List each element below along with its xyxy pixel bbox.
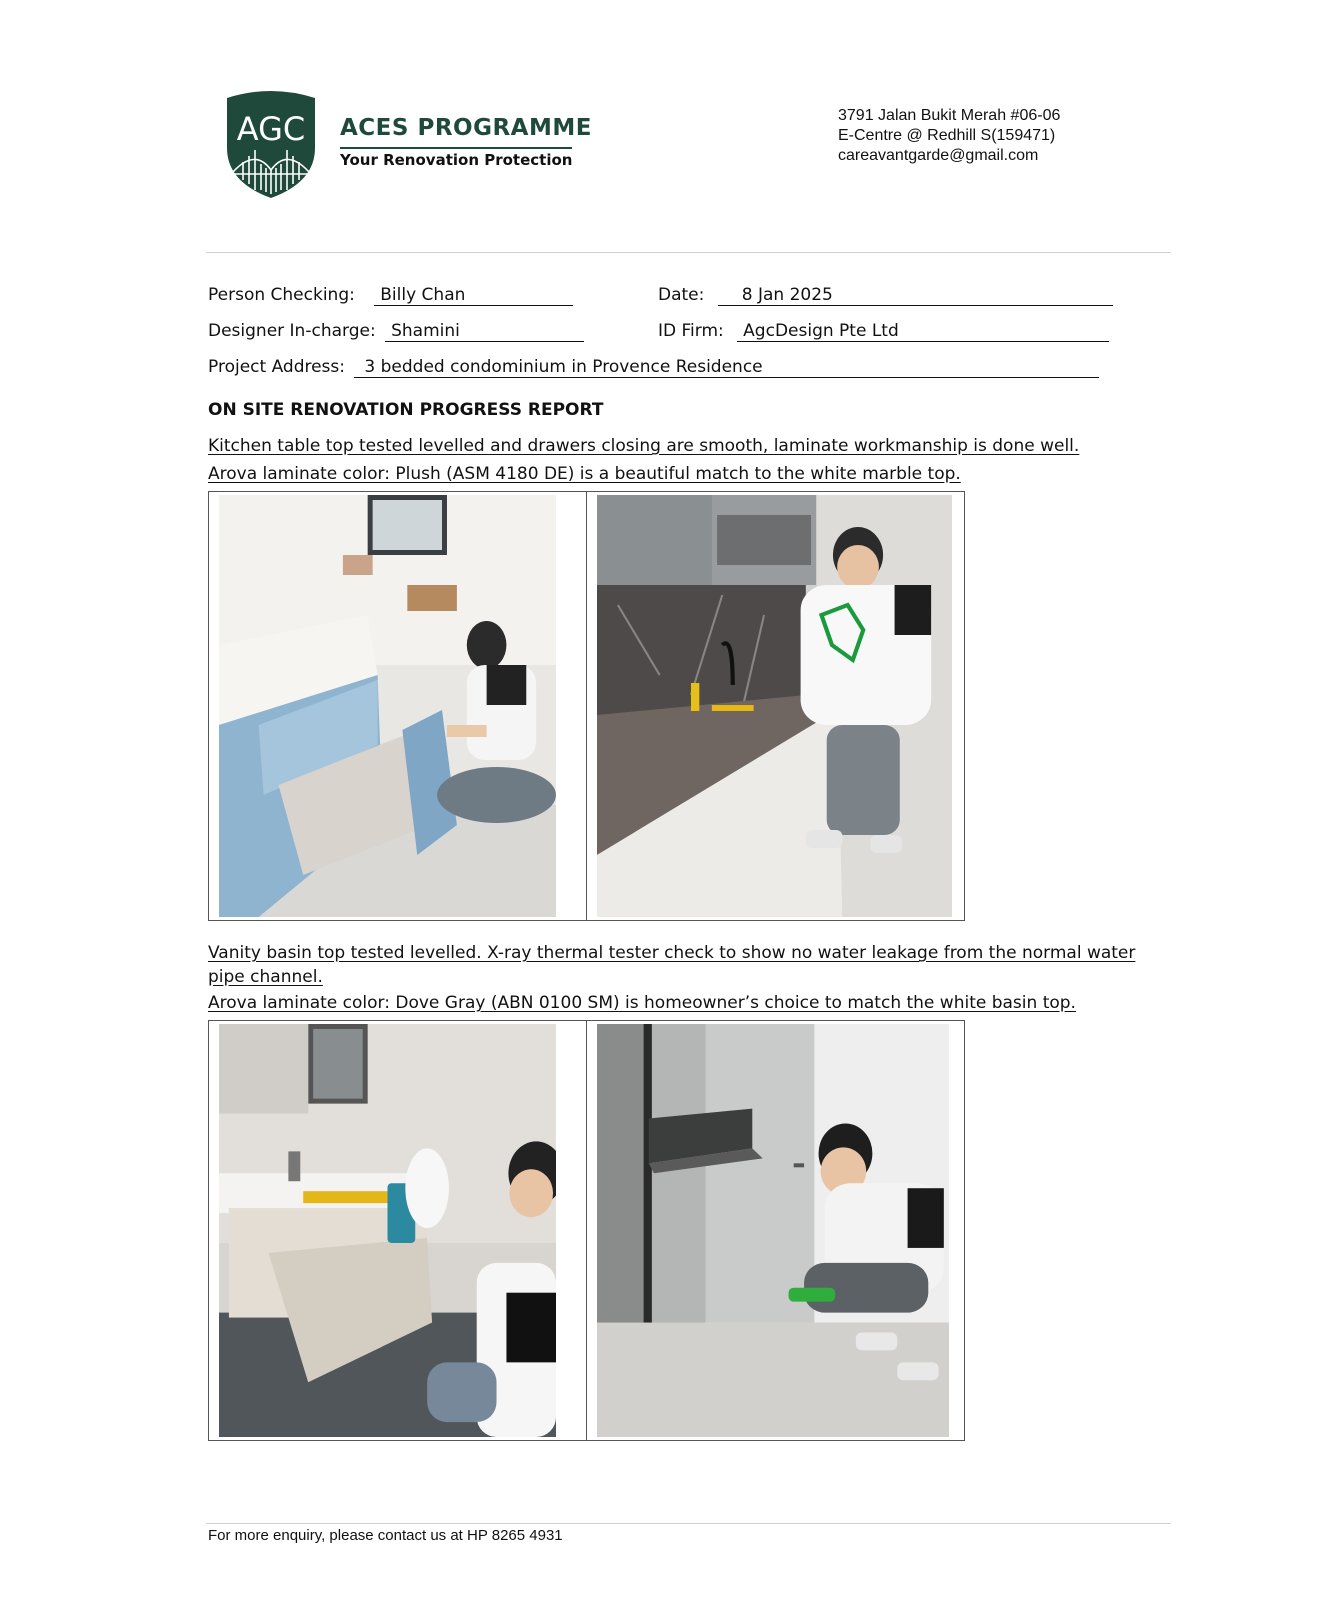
logo-text: AGC: [236, 110, 306, 148]
photo-cell: [587, 1021, 964, 1440]
header-divider: [206, 252, 1171, 253]
kitchen-drawer-photo: [219, 495, 556, 917]
kitchen-countertop-photo: [597, 495, 952, 917]
address-line: E-Centre @ Redhill S(159471): [838, 127, 1056, 144]
designer-field: [208, 320, 584, 342]
company-address: [838, 106, 1060, 166]
date-label: Date:: [658, 285, 705, 305]
designer-value: Shamini: [385, 321, 584, 342]
section1-photo-table: [208, 491, 965, 921]
address-line: 3791 Jalan Bukit Merah #06-06: [838, 107, 1061, 124]
footer-divider: [206, 1523, 1171, 1524]
photo-cell: [209, 1021, 587, 1440]
date-field: [658, 284, 1113, 306]
wardrobe-drawer-photo: [597, 1024, 949, 1437]
id-firm-field: [658, 320, 1109, 342]
section2-line: Arova laminate color: Dove Gray (ABN 0100 SM) is homeowner’s choice to match the white basin top.: [208, 993, 1076, 1013]
photo-cell: [587, 492, 964, 920]
project-address-label: Project Address:: [208, 357, 345, 377]
brand-title: ACES PROGRAMME: [340, 115, 592, 141]
section2-line: Vanity basin top tested levelled. X-ray thermal tester check to show no water leakage from the normal water: [208, 943, 1136, 963]
project-address-value: 3 bedded condominium in Provence Residence: [354, 357, 1099, 378]
designer-label: Designer In-charge:: [208, 321, 376, 341]
photo-cell: [209, 492, 587, 920]
person-checking-label: Person Checking:: [208, 285, 355, 305]
agc-logo: [221, 90, 321, 200]
section2-photo-table: [208, 1020, 965, 1441]
contact-email: careavantgarde@gmail.com: [838, 147, 1039, 164]
section1-line: Kitchen table top tested levelled and drawers closing are smooth, laminate workmanship is done well.: [208, 436, 1080, 456]
brand-block: [340, 114, 592, 170]
id-firm-label: ID Firm:: [658, 321, 724, 341]
report-title: ON SITE RENOVATION PROGRESS REPORT: [208, 400, 604, 420]
person-checking-field: [208, 284, 573, 306]
project-address-field: [208, 356, 1099, 378]
person-checking-value: Billy Chan: [374, 285, 573, 306]
section1-line: Arova laminate color: Plush (ASM 4180 DE) is a beautiful match to the white marble top.: [208, 464, 961, 484]
id-firm-value: AgcDesign Pte Ltd: [737, 321, 1109, 342]
vanity-basin-photo: [219, 1024, 556, 1437]
date-value: 8 Jan 2025: [718, 285, 1113, 306]
section2-line: pipe channel.: [208, 967, 323, 987]
brand-subtitle: Your Renovation Protection: [340, 147, 572, 169]
footer-contact: For more enquiry, please contact us at HP 8265 4931: [208, 1527, 563, 1544]
